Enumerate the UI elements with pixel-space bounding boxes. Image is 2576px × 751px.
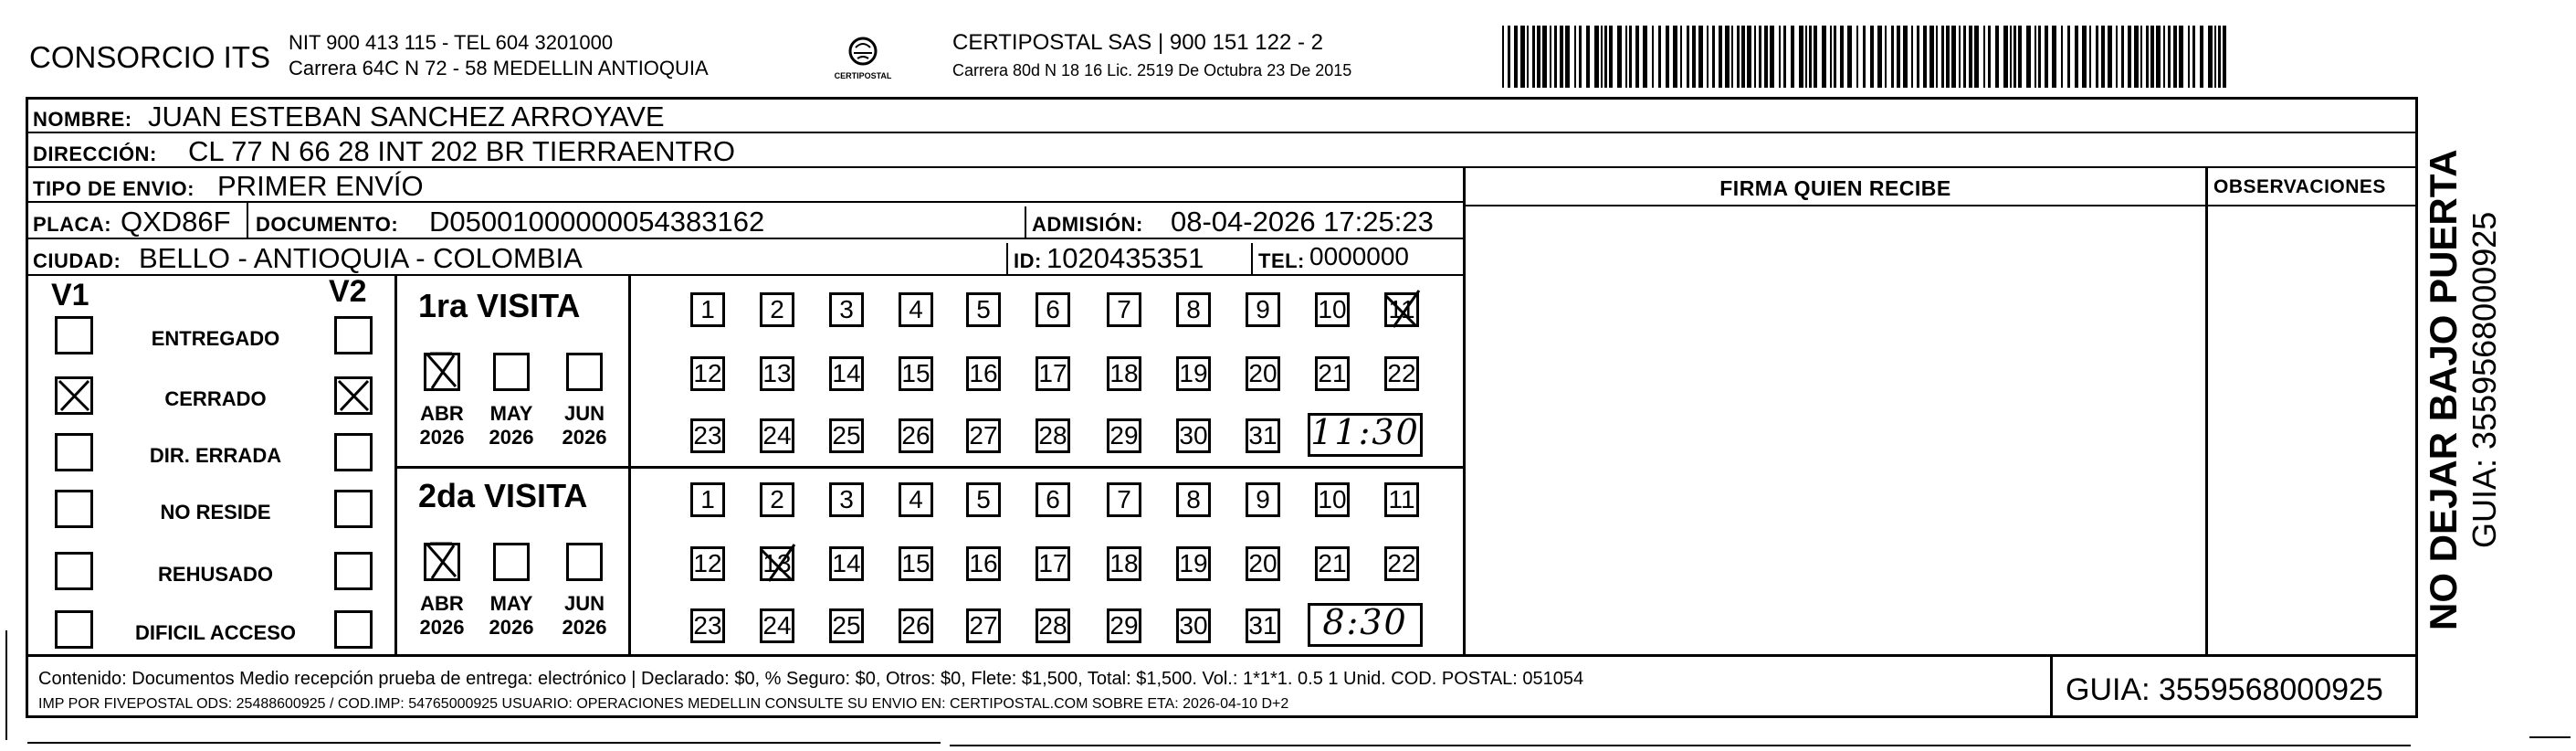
barcode-bar-5 xyxy=(1532,26,1535,88)
observaciones-header xyxy=(2208,168,2418,206)
barcode-bar-63 xyxy=(1903,26,1908,88)
admision-value: 08-04-2026 17:25:23 xyxy=(1171,206,1434,238)
visit-title-0: 1ra VISITA xyxy=(418,287,581,324)
visit-1-day-6[interactable]: 6 xyxy=(1036,482,1070,517)
v2-checkbox-5[interactable] xyxy=(334,610,373,649)
barcode-bar-39 xyxy=(1747,26,1751,88)
firma-column xyxy=(1463,168,2208,656)
id-label: ID: xyxy=(1014,249,1042,272)
barcode-bar-46 xyxy=(1791,26,1794,88)
visit-0-day-19[interactable]: 19 xyxy=(1176,356,1211,391)
barcode-bar-28 xyxy=(1680,26,1682,88)
barcode-bar-38 xyxy=(1741,26,1745,88)
barcode-bar-66 xyxy=(1923,26,1927,88)
visit-0-day-11[interactable]: 11 xyxy=(1384,292,1419,327)
barcode-bar-34 xyxy=(1719,26,1722,88)
barcode-bar-98 xyxy=(2128,26,2131,88)
v1-label: V1 xyxy=(51,278,89,312)
barcode-bar-42 xyxy=(1764,26,1768,88)
visit-0-day-7[interactable]: 7 xyxy=(1107,292,1141,327)
status-label-4: REHUSADO xyxy=(158,563,273,586)
status-label-1: CERRADO xyxy=(164,387,267,410)
visit-1-day-30[interactable]: 30 xyxy=(1176,608,1211,643)
barcode xyxy=(1502,26,2233,88)
v1-checkbox-5[interactable] xyxy=(55,610,93,649)
v1-checkbox-0[interactable] xyxy=(55,316,93,354)
barcode-bar-77 xyxy=(1988,26,1991,88)
visit-0-year-label-2: 2026 xyxy=(562,426,607,449)
barcode-bar-96 xyxy=(2116,26,2118,88)
visit-0-day-9[interactable]: 9 xyxy=(1246,292,1280,327)
visit-1-day-9[interactable]: 9 xyxy=(1246,482,1280,517)
nombre-label: NOMBRE: xyxy=(33,108,132,131)
barcode-bar-112 xyxy=(2214,26,2216,88)
visit-1-day-21[interactable]: 21 xyxy=(1315,546,1350,581)
barcode-bar-81 xyxy=(2013,26,2016,88)
barcode-bar-50 xyxy=(1814,26,1817,88)
visit-0-day-24[interactable]: 24 xyxy=(760,418,794,453)
ciudad-value: BELLO - ANTIOQUIA - COLOMBIA xyxy=(139,242,583,274)
company-nit: NIT 900 413 115 - TEL 604 3201000 xyxy=(289,31,614,54)
placa-divider xyxy=(247,203,248,239)
direccion-label: DIRECCIÓN: xyxy=(33,143,157,165)
left-margin-mark xyxy=(5,630,7,740)
barcode-bar-111 xyxy=(2208,26,2213,88)
carrier-line2: Carrera 80d N 18 16 Lic. 2519 De Octubra 23 De 2015 xyxy=(952,61,1352,79)
barcode-bar-36 xyxy=(1731,26,1733,88)
barcode-bar-13 xyxy=(1579,26,1582,88)
barcode-bar-44 xyxy=(1779,26,1781,88)
barcode-bar-101 xyxy=(2146,26,2149,88)
v1-checkbox-2[interactable] xyxy=(55,433,93,471)
right-margin-mark xyxy=(2529,736,2571,738)
barcode-bar-71 xyxy=(1951,26,1956,88)
barcode-bar-100 xyxy=(2140,26,2142,88)
barcode-bar-0 xyxy=(1502,26,1504,88)
barcode-bar-64 xyxy=(1911,26,1913,88)
barcode-bar-102 xyxy=(2150,26,2154,88)
tel-divider xyxy=(1251,243,1253,276)
barcode-bar-40 xyxy=(1754,26,1756,88)
barcode-bar-108 xyxy=(2188,26,2190,88)
visit-0-hour-box[interactable] xyxy=(1308,413,1423,457)
barcode-bar-70 xyxy=(1946,26,1950,88)
visit-0-day-16[interactable]: 16 xyxy=(966,356,1001,391)
visit-0-day-29[interactable]: 29 xyxy=(1107,418,1141,453)
barcode-bar-110 xyxy=(2200,26,2203,88)
barcode-bar-109 xyxy=(2192,26,2195,88)
barcode-bar-57 xyxy=(1863,26,1866,88)
visit-1-day-26[interactable]: 26 xyxy=(899,608,933,643)
visit-1-day-20[interactable]: 20 xyxy=(1246,546,1280,581)
visit-1-year-label-1: 2026 xyxy=(489,616,534,639)
barcode-bar-55 xyxy=(1847,26,1852,88)
visit-1-day-27[interactable]: 27 xyxy=(966,608,1001,643)
side-warning: NO DEJAR BAJO PUERTA xyxy=(2422,149,2465,630)
barcode-bar-23 xyxy=(1643,26,1647,88)
v2-label: V2 xyxy=(329,274,367,309)
visit-0-day-26[interactable]: 26 xyxy=(899,418,933,453)
barcode-bar-68 xyxy=(1936,26,1938,88)
barcode-bar-52 xyxy=(1830,26,1832,88)
documento-label: DOCUMENTO: xyxy=(256,213,399,236)
barcode-bar-4 xyxy=(1527,26,1529,88)
barcode-bar-86 xyxy=(2045,26,2048,88)
visit-0-day-13[interactable]: 13 xyxy=(760,356,794,391)
visit-1-month-label-2: JUN xyxy=(563,592,605,615)
visit-0-day-1[interactable]: 1 xyxy=(690,292,725,327)
barcode-bar-53 xyxy=(1834,26,1836,88)
company-name: CONSORCIO ITS xyxy=(29,40,271,74)
visit-1-day-4[interactable]: 4 xyxy=(899,482,933,517)
visit-0-day-mark xyxy=(1383,289,1423,329)
visit-1-year-label-2: 2026 xyxy=(562,616,607,639)
logo-text: CERTIPOSTAL xyxy=(834,71,892,80)
v2-checkbox-2[interactable] xyxy=(334,433,373,471)
barcode-bar-83 xyxy=(2026,26,2031,88)
barcode-bar-18 xyxy=(1609,26,1613,88)
barcode-bar-33 xyxy=(1712,26,1715,88)
barcode-bar-49 xyxy=(1809,26,1812,88)
barcode-bar-41 xyxy=(1759,26,1761,88)
id-divider xyxy=(1006,243,1008,276)
visit-0-day-27[interactable]: 27 xyxy=(966,418,1001,453)
visit-1-day-12[interactable]: 12 xyxy=(690,546,725,581)
v1-checkbox-1[interactable] xyxy=(55,376,93,415)
row-placa xyxy=(27,203,1463,239)
barcode-bar-90 xyxy=(2075,26,2078,88)
visit-0-month-box-2[interactable] xyxy=(566,353,603,391)
status-label-5: DIFICIL ACCESO xyxy=(134,621,296,644)
visit-1-day-17[interactable]: 17 xyxy=(1036,546,1070,581)
row-ciudad xyxy=(27,239,1463,276)
visit-0-year-label-0: 2026 xyxy=(419,426,465,449)
visit-0-day-25[interactable]: 25 xyxy=(829,418,864,453)
ciudad-label: CIUDAD: xyxy=(33,249,121,272)
barcode-bar-69 xyxy=(1941,26,1944,88)
barcode-bar-19 xyxy=(1617,26,1622,88)
barcode-bar-7 xyxy=(1542,26,1547,88)
barcode-bar-9 xyxy=(1554,26,1557,88)
barcode-bar-22 xyxy=(1635,26,1639,88)
barcode-bar-113 xyxy=(2218,26,2221,88)
visit-0-day-21[interactable]: 21 xyxy=(1315,356,1350,391)
barcode-bar-37 xyxy=(1737,26,1740,88)
barcode-bar-78 xyxy=(1995,26,1999,88)
footer-line2: IMP POR FIVEPOSTAL ODS: 25488600925 / COD.IMP: 54765000925 USUARIO: OPERACIONES MEDELLIN CONSULTE SU ENVIO EN: CERTIPOSTAL.COM SOBRE ETA: 2026-04-10 D+2 xyxy=(38,696,1289,712)
footer-guia-divider xyxy=(2050,656,2053,718)
visit-0-day-6[interactable]: 6 xyxy=(1036,292,1070,327)
visit-1-month-box-2[interactable] xyxy=(566,543,603,581)
barcode-bar-43 xyxy=(1770,26,1774,88)
barcode-bar-91 xyxy=(2082,26,2087,88)
visit-0-month-label-0: ABR xyxy=(420,402,464,425)
status-label-3: NO RESIDE xyxy=(160,501,271,524)
barcode-bar-76 xyxy=(1983,26,1985,88)
admision-divider xyxy=(1025,206,1026,239)
visit-1-month-box-1[interactable] xyxy=(493,543,530,581)
barcode-bar-29 xyxy=(1687,26,1689,88)
visit-0-year-label-1: 2026 xyxy=(489,426,534,449)
visit-0-day-15[interactable]: 15 xyxy=(899,356,933,391)
visit-0-day-12[interactable]: 12 xyxy=(690,356,725,391)
visit-1-day-10[interactable]: 10 xyxy=(1315,482,1350,517)
visit-1-day-18[interactable]: 18 xyxy=(1107,546,1141,581)
barcode-bar-27 xyxy=(1673,26,1677,88)
bottom-rule-right xyxy=(950,745,2411,746)
visit-0-day-23[interactable]: 23 xyxy=(690,418,725,453)
visit-0-month-label-1: MAY xyxy=(489,402,533,425)
barcode-bar-87 xyxy=(2052,26,2056,88)
visit-0-day-10[interactable]: 10 xyxy=(1315,292,1350,327)
visit-1-month-box-0[interactable] xyxy=(424,543,460,581)
barcode-bar-24 xyxy=(1652,26,1654,88)
barcode-bar-104 xyxy=(2163,26,2165,88)
barcode-bar-75 xyxy=(1974,26,1979,88)
barcode-bar-11 xyxy=(1565,26,1570,88)
visit-1-day-14[interactable]: 14 xyxy=(829,546,864,581)
visit-0-day-2[interactable]: 2 xyxy=(760,292,794,327)
firma-label: FIRMA QUIEN RECIBE xyxy=(1719,176,1951,200)
placa-label: PLACA: xyxy=(33,213,112,236)
barcode-bar-105 xyxy=(2168,26,2171,88)
visit-1-day-23[interactable]: 23 xyxy=(690,608,725,643)
visit-1-day-19[interactable]: 19 xyxy=(1176,546,1211,581)
tipo-label: TIPO DE ENVIO: xyxy=(33,177,195,200)
barcode-bar-103 xyxy=(2156,26,2161,88)
barcode-bar-15 xyxy=(1594,26,1599,88)
placa-value: QXD86F xyxy=(121,206,231,238)
barcode-bar-114 xyxy=(2223,26,2226,88)
row-direccion xyxy=(27,133,2418,168)
visit-1-day-15[interactable]: 15 xyxy=(899,546,933,581)
barcode-bar-93 xyxy=(2096,26,2098,88)
barcode-bar-74 xyxy=(1969,26,1972,88)
barcode-bar-80 xyxy=(2010,26,2012,88)
barcode-bar-67 xyxy=(1929,26,1934,88)
visit-0-day-14[interactable]: 14 xyxy=(829,356,864,391)
barcode-bar-31 xyxy=(1698,26,1703,88)
v2-checkbox-3[interactable] xyxy=(334,490,373,528)
barcode-bar-6 xyxy=(1537,26,1540,88)
company-address: Carrera 64C N 72 - 58 MEDELLIN ANTIOQUIA xyxy=(289,57,709,79)
visit-1-day-7[interactable]: 7 xyxy=(1107,482,1141,517)
barcode-bar-99 xyxy=(2134,26,2139,88)
barcode-bar-14 xyxy=(1586,26,1590,88)
visit-title-1: 2da VISITA xyxy=(418,477,588,514)
status-label-2: DIR. ERRADA xyxy=(149,444,282,467)
barcode-bar-79 xyxy=(2003,26,2008,88)
barcode-bar-12 xyxy=(1574,26,1576,88)
observaciones-label: OBSERVACIONES xyxy=(2213,176,2386,197)
visit-0-hour-handwritten: 11:30 xyxy=(1310,412,1420,452)
v2-checkbox-4[interactable] xyxy=(334,552,373,590)
firma-header xyxy=(1463,168,2208,206)
row-tipo xyxy=(27,168,1463,203)
barcode-bar-89 xyxy=(2067,26,2070,88)
visit-1-day-mark xyxy=(758,543,798,583)
visit-1-hour-handwritten: 8:30 xyxy=(1322,602,1408,642)
visit-1-day-13[interactable]: 13 xyxy=(760,546,794,581)
barcode-bar-25 xyxy=(1658,26,1661,88)
barcode-bar-60 xyxy=(1885,26,1887,88)
admision-label: ADMISIÓN: xyxy=(1032,213,1143,236)
barcode-bar-32 xyxy=(1707,26,1709,88)
tel-value: 0000000 xyxy=(1309,242,1410,270)
bottom-rule-left xyxy=(27,742,941,744)
grid-bottom-line xyxy=(27,654,2418,657)
barcode-bar-54 xyxy=(1840,26,1844,88)
visit-1-day-31[interactable]: 31 xyxy=(1246,608,1280,643)
visit-1-month-label-0: ABR xyxy=(420,592,464,615)
barcode-bar-8 xyxy=(1550,26,1551,88)
visit-0-month-box-0[interactable] xyxy=(424,353,460,391)
id-value: 1020435351 xyxy=(1046,242,1204,274)
v2-checkbox-0[interactable] xyxy=(334,316,373,354)
visit-1-day-8[interactable]: 8 xyxy=(1176,482,1211,517)
status-label-0: ENTREGADO xyxy=(151,327,280,350)
visit-1-day-16[interactable]: 16 xyxy=(966,546,1001,581)
v1-checkbox-3[interactable] xyxy=(55,490,93,528)
row-nombre xyxy=(27,99,2418,133)
barcode-bar-95 xyxy=(2108,26,2112,88)
visit-0-day-30[interactable]: 30 xyxy=(1176,418,1211,453)
visit-1-year-label-0: 2026 xyxy=(419,616,465,639)
visit-1-day-29[interactable]: 29 xyxy=(1107,608,1141,643)
visit-0-month-box-1[interactable] xyxy=(493,353,530,391)
barcode-bar-106 xyxy=(2173,26,2177,88)
barcode-bar-82 xyxy=(2018,26,2022,88)
visit-1-day-24[interactable]: 24 xyxy=(760,608,794,643)
visit-1-day-25[interactable]: 25 xyxy=(829,608,864,643)
footer-line1: Contenido: Documentos Medio recepción prueba de entrega: electrónico | Declarado: $0, % Seguro: $0, Otros: $0, Flete: $1,500, Total: $1,500. Vol.: 1*1*1. 0.5 1 Unid. COD. POSTAL: 051054 xyxy=(38,669,1584,689)
visit-1-day-22[interactable]: 22 xyxy=(1384,546,1419,581)
visit-0-day-28[interactable]: 28 xyxy=(1036,418,1070,453)
barcode-bar-72 xyxy=(1959,26,1961,88)
visit-1-day-2[interactable]: 2 xyxy=(760,482,794,517)
barcode-bar-2 xyxy=(1514,26,1518,88)
certipostal-logo xyxy=(826,31,899,86)
visit-0-day-22[interactable]: 22 xyxy=(1384,356,1419,391)
barcode-bar-85 xyxy=(2038,26,2041,88)
barcode-bar-62 xyxy=(1897,26,1900,88)
barcode-bar-97 xyxy=(2121,26,2124,88)
visit-1-day-28[interactable]: 28 xyxy=(1036,608,1070,643)
barcode-bar-35 xyxy=(1725,26,1730,88)
visit-separator xyxy=(394,466,1463,469)
barcode-bar-59 xyxy=(1877,26,1882,88)
carrier-line1: CERTIPOSTAL SAS | 900 151 122 - 2 xyxy=(952,30,1323,55)
barcode-bar-94 xyxy=(2101,26,2105,88)
barcode-bar-30 xyxy=(1692,26,1696,88)
v1-checkbox-4[interactable] xyxy=(55,552,93,590)
tipo-value: PRIMER ENVÍO xyxy=(217,170,424,202)
barcode-bar-58 xyxy=(1870,26,1874,88)
barcode-bar-16 xyxy=(1601,26,1603,88)
visit-0-day-3[interactable]: 3 xyxy=(829,292,864,327)
visit-1-day-3[interactable]: 3 xyxy=(829,482,864,517)
barcode-bar-21 xyxy=(1629,26,1632,88)
barcode-bar-17 xyxy=(1604,26,1607,88)
visit-0-day-5[interactable]: 5 xyxy=(966,292,1001,327)
visit-1-day-1[interactable]: 1 xyxy=(690,482,725,517)
visit-0-day-8[interactable]: 8 xyxy=(1176,292,1211,327)
barcode-bar-45 xyxy=(1783,26,1786,88)
barcode-bar-107 xyxy=(2179,26,2183,88)
visit-1-month-label-1: MAY xyxy=(489,592,533,615)
barcode-bar-61 xyxy=(1891,26,1894,88)
barcode-bar-92 xyxy=(2089,26,2091,88)
barcode-bar-26 xyxy=(1666,26,1669,88)
barcode-bar-3 xyxy=(1520,26,1525,88)
barcode-bar-47 xyxy=(1799,26,1803,88)
visit-0-day-31[interactable]: 31 xyxy=(1246,418,1280,453)
visit-0-day-4[interactable]: 4 xyxy=(899,292,933,327)
v2-checkbox-1[interactable] xyxy=(334,376,373,415)
visit-0-day-20[interactable]: 20 xyxy=(1246,356,1280,391)
barcode-bar-84 xyxy=(2035,26,2036,88)
footer-guia: GUIA: 3559568000925 xyxy=(2066,672,2383,707)
visit-1-hour-box[interactable] xyxy=(1308,603,1423,647)
direccion-value: CL 77 N 66 28 INT 202 BR TIERRAENTRO xyxy=(188,135,735,167)
tel-label: TEL: xyxy=(1258,249,1305,272)
nombre-value: JUAN ESTEBAN SANCHEZ ARROYAVE xyxy=(148,100,665,132)
visit-1-day-11[interactable]: 11 xyxy=(1384,482,1419,517)
barcode-bar-48 xyxy=(1805,26,1807,88)
visit-0-day-18[interactable]: 18 xyxy=(1107,356,1141,391)
barcode-bar-73 xyxy=(1963,26,1966,88)
side-guia: GUIA: 3559568000925 xyxy=(2466,211,2503,548)
documento-value: D05001000000054383162 xyxy=(429,206,765,238)
barcode-bar-20 xyxy=(1625,26,1627,88)
visit-0-month-label-2: JUN xyxy=(563,402,605,425)
visit-1-day-5[interactable]: 5 xyxy=(966,482,1001,517)
barcode-bar-88 xyxy=(2061,26,2063,88)
barcode-bar-10 xyxy=(1560,26,1563,88)
barcode-bar-1 xyxy=(1508,26,1510,88)
barcode-bar-56 xyxy=(1856,26,1858,88)
visit-0-day-17[interactable]: 17 xyxy=(1036,356,1070,391)
barcode-bar-65 xyxy=(1917,26,1919,88)
barcode-bar-51 xyxy=(1822,26,1826,88)
